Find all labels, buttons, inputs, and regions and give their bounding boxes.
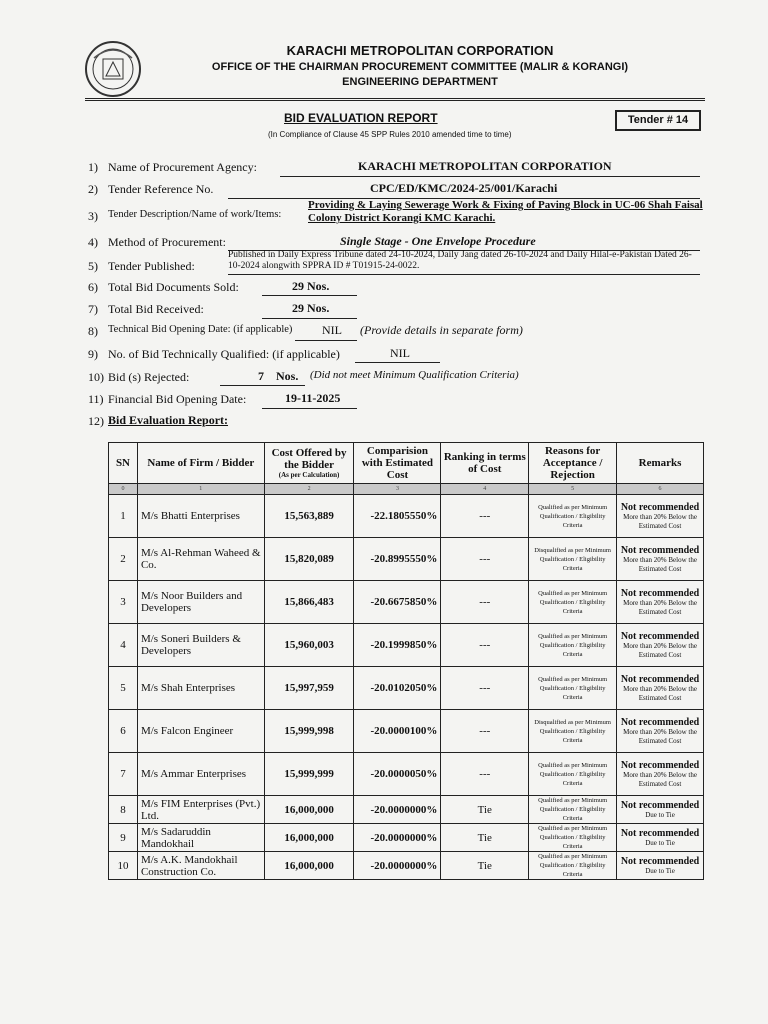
bid-documents-sold: 29 Nos. <box>292 279 330 293</box>
bidder-name: M/s Falcon Engineer <box>137 710 264 753</box>
header-divider-2 <box>85 100 705 101</box>
field-1-underline <box>280 176 700 177</box>
field-1-label: Name of Procurement Agency: <box>108 160 257 174</box>
comparison-percent: -20.0000000% <box>354 796 441 824</box>
comparison-percent: -20.0000050% <box>354 753 441 796</box>
remark-detail: More than 20% Below the Estimated Cost <box>623 641 697 659</box>
remark-title: Not recommended <box>620 855 700 867</box>
field-1-number: 1) <box>88 160 98 174</box>
comparison-percent: -20.0000100% <box>354 710 441 753</box>
table-row <box>109 624 704 667</box>
comparison-percent: -20.0102050% <box>354 667 441 710</box>
total-bid-received: 29 Nos. <box>292 301 330 315</box>
office-name: OFFICE OF THE CHAIRMAN PROCUREMENT COMMITTEE (MALIR & KORANGI) <box>211 61 629 73</box>
remarks-cell <box>617 852 704 880</box>
row-sn: 3 <box>109 581 138 624</box>
remark-title: Not recommended <box>620 630 700 642</box>
col-index: 3 <box>354 484 441 495</box>
bidder-name: M/s Ammar Enterprises <box>137 753 264 796</box>
row-sn: 9 <box>109 824 138 852</box>
table-row <box>109 796 704 824</box>
field-10-underline <box>220 385 305 386</box>
remark-detail: More than 20% Below the Estimated Cost <box>623 727 697 745</box>
comparison-percent: -20.0000000% <box>354 852 441 880</box>
bidder-name: M/s Al-Rehman Waheed & Co. <box>137 538 264 581</box>
cost-offered: 15,563,889 <box>264 495 354 538</box>
field-6-label: Total Bid Documents Sold: <box>108 280 239 294</box>
remarks-cell <box>617 495 704 538</box>
cost-offered: 15,866,483 <box>264 581 354 624</box>
cost-offered: 16,000,000 <box>264 852 354 880</box>
field-11-number: 11) <box>88 392 104 406</box>
bidder-name: M/s Sadaruddin Mandokhail <box>137 824 264 852</box>
row-sn: 10 <box>109 852 138 880</box>
field-5-label: Tender Published: <box>108 259 195 273</box>
field-7-underline <box>262 318 357 319</box>
rejection-reason: Disqualified as per Minimum Qualification / Eligibility Criteria <box>529 538 617 581</box>
remark-detail: More than 20% Below the Estimated Cost <box>623 555 697 573</box>
col-index: 2 <box>264 484 354 495</box>
table-row <box>109 753 704 796</box>
col-header-name: Name of Firm / Bidder <box>137 443 264 484</box>
cost-offered: 15,999,999 <box>264 753 354 796</box>
row-sn: 4 <box>109 624 138 667</box>
remarks-cell <box>617 667 704 710</box>
remarks-cell <box>617 824 704 852</box>
remarks-cell <box>617 753 704 796</box>
field-6-underline <box>262 295 357 296</box>
technical-opening-date: NIL <box>322 323 342 337</box>
remark-title: Not recommended <box>620 759 700 771</box>
field-2-number: 2) <box>88 182 98 196</box>
compliance-note: (In Compliance of Clause 45 SPP Rules 2010 amended time to time) <box>268 130 512 139</box>
col-header-reasons: Reasons for Acceptance / Rejection <box>529 443 617 484</box>
field-7-number: 7) <box>88 302 98 316</box>
technical-opening-note: (Provide details in separate form) <box>360 323 523 337</box>
field-3-number: 3) <box>88 209 98 223</box>
field-12-number: 12) <box>88 414 104 428</box>
rejection-reason: Qualified as per Minimum Qualification / Eligibility Criteria <box>529 796 617 824</box>
rejection-reason: Disqualified as per Minimum Qualification / Eligibility Criteria <box>529 710 617 753</box>
field-10-number: 10) <box>88 370 104 384</box>
col-index: 4 <box>441 484 529 495</box>
remarks-cell <box>617 538 704 581</box>
bidder-name: M/s A.K. Mandokhail Construction Co. <box>137 852 264 880</box>
row-sn: 2 <box>109 538 138 581</box>
field-4-number: 4) <box>88 235 98 249</box>
field-9-number: 9) <box>88 347 98 361</box>
procurement-method: Single Stage - One Envelope Procedure <box>340 234 536 248</box>
bid-evaluation-table <box>108 442 704 880</box>
field-4-label: Method of Procurement: <box>108 235 226 249</box>
remarks-cell <box>617 796 704 824</box>
bidder-name: M/s Soneri Builders & Developers <box>137 624 264 667</box>
remark-title: Not recommended <box>620 544 700 556</box>
field-9-label: No. of Bid Technically Qualified: (if applicable) <box>108 347 340 361</box>
field-8-label: Technical Bid Opening Date: (if applicable) <box>108 324 293 335</box>
agency-name: KARACHI METROPOLITAN CORPORATION <box>358 159 612 173</box>
ranking: Tie <box>441 824 529 852</box>
ranking: --- <box>441 710 529 753</box>
remark-title: Not recommended <box>620 501 700 513</box>
field-11-label: Financial Bid Opening Date: <box>108 392 247 406</box>
field-7-label: Total Bid Received: <box>108 302 204 316</box>
bidder-name: M/s Bhatti Enterprises <box>137 495 264 538</box>
org-name: KARACHI METROPOLITAN CORPORATION <box>286 43 554 58</box>
col-header-cost-sub: (As per Calculation) <box>278 471 340 479</box>
bids-rejected-note: (Did not meet Minimum Qualification Criteria) <box>310 369 519 381</box>
remark-detail: More than 20% Below the Estimated Cost <box>623 684 697 702</box>
col-index: 6 <box>617 484 704 495</box>
field-5-underline <box>228 274 700 275</box>
field-9-underline <box>355 362 440 363</box>
rejection-reason: Qualified as per Minimum Qualification / Eligibility Criteria <box>529 624 617 667</box>
rejection-reason: Qualified as per Minimum Qualification / Eligibility Criteria <box>529 753 617 796</box>
tender-published-details: Published in Daily Express Tribune dated 24-10-2024, Daily Jang dated 26-10-2024 and Daily Hilal-e-Pakistan Dated 26-10-2024 alongwith SPPRA ID # T01915-24-0022. <box>228 250 692 271</box>
technically-qualified-bids: NIL <box>390 346 410 360</box>
row-sn: 7 <box>109 753 138 796</box>
col-header-comparison: Comparision with Estimated Cost <box>354 443 441 484</box>
col-header-cost <box>264 443 354 484</box>
remark-title: Not recommended <box>620 587 700 599</box>
remark-detail: More than 20% Below the Estimated Cost <box>623 770 697 788</box>
department-name: ENGINEERING DEPARTMENT <box>342 76 498 88</box>
cost-offered: 15,997,959 <box>264 667 354 710</box>
cost-offered: 15,960,003 <box>264 624 354 667</box>
field-6-number: 6) <box>88 280 98 294</box>
financial-opening-date: 19-11-2025 <box>285 391 341 405</box>
rejection-reason: Qualified as per Minimum Qualification / Eligibility Criteria <box>529 824 617 852</box>
header-divider <box>85 98 705 99</box>
col-header-ranking: Ranking in terms of Cost <box>441 443 529 484</box>
bidder-name: M/s Noor Builders and Developers <box>137 581 264 624</box>
col-header-sn: SN <box>109 443 138 484</box>
remark-detail: More than 20% Below the Estimated Cost <box>623 598 697 616</box>
col-header-cost-label: Cost Offered by the Bidder <box>271 447 347 471</box>
rejection-reason: Qualified as per Minimum Qualification / Eligibility Criteria <box>529 852 617 880</box>
tender-number-box: Tender # 14 <box>615 110 701 131</box>
col-index: 1 <box>137 484 264 495</box>
ranking: --- <box>441 624 529 667</box>
remark-title: Not recommended <box>620 827 700 839</box>
ranking: --- <box>441 581 529 624</box>
table-row <box>109 667 704 710</box>
ranking: Tie <box>441 796 529 824</box>
row-sn: 8 <box>109 796 138 824</box>
field-10-label: Bid (s) Rejected: <box>108 370 190 384</box>
comparison-percent: -20.1999850% <box>354 624 441 667</box>
remarks-cell <box>617 624 704 667</box>
rejection-reason: Qualified as per Minimum Qualification / Eligibility Criteria <box>529 667 617 710</box>
ranking: --- <box>441 667 529 710</box>
remark-detail: More than 20% Below the Estimated Cost <box>623 512 697 530</box>
bids-rejected-unit: Nos. <box>276 369 299 383</box>
table-row <box>109 581 704 624</box>
remark-detail: Due to Tie <box>645 810 675 819</box>
remark-detail: Due to Tie <box>645 866 675 875</box>
column-index-row <box>109 484 704 495</box>
cost-offered: 15,999,998 <box>264 710 354 753</box>
tender-reference: CPC/ED/KMC/2024-25/001/Karachi <box>370 181 558 195</box>
remark-detail: Due to Tie <box>645 838 675 847</box>
col-index: 5 <box>529 484 617 495</box>
field-2-label: Tender Reference No. <box>108 182 214 196</box>
field-5-number: 5) <box>88 259 98 273</box>
bids-rejected-count: 7 <box>258 369 264 383</box>
remark-title: Not recommended <box>620 716 700 728</box>
report-title: BID EVALUATION REPORT <box>284 111 438 125</box>
remark-title: Not recommended <box>620 673 700 685</box>
bid-evaluation-heading: Bid Evaluation Report: <box>108 413 229 427</box>
field-3-label: Tender Description/Name of work/Items: <box>108 209 282 220</box>
cost-offered: 16,000,000 <box>264 824 354 852</box>
cost-offered: 16,000,000 <box>264 796 354 824</box>
kmc-seal-logo <box>84 40 142 98</box>
ranking: Tie <box>441 852 529 880</box>
row-sn: 1 <box>109 495 138 538</box>
rejection-reason: Qualified as per Minimum Qualification / Eligibility Criteria <box>529 581 617 624</box>
field-8-underline <box>295 340 357 341</box>
table-row <box>109 710 704 753</box>
table-row <box>109 824 704 852</box>
row-sn: 6 <box>109 710 138 753</box>
col-header-remarks: Remarks <box>617 443 704 484</box>
ranking: --- <box>441 538 529 581</box>
comparison-percent: -20.6675850% <box>354 581 441 624</box>
field-8-number: 8) <box>88 324 98 338</box>
bidder-name: M/s FIM Enterprises (Pvt.) Ltd. <box>137 796 264 824</box>
ranking: --- <box>441 753 529 796</box>
comparison-percent: -20.8995550% <box>354 538 441 581</box>
field-11-underline <box>262 408 357 409</box>
table-row <box>109 495 704 538</box>
remarks-cell <box>617 710 704 753</box>
remark-title: Not recommended <box>620 799 700 811</box>
bidder-name: M/s Shah Enterprises <box>137 667 264 710</box>
ranking: --- <box>441 495 529 538</box>
tender-description: Providing & Laying Sewerage Work & Fixing of Paving Block in UC-06 Shah Faisal Colony District Korangi KMC Karachi. <box>308 199 703 224</box>
table-row <box>109 538 704 581</box>
comparison-percent: -20.0000000% <box>354 824 441 852</box>
remarks-cell <box>617 581 704 624</box>
row-sn: 5 <box>109 667 138 710</box>
comparison-percent: -22.1805550% <box>354 495 441 538</box>
rejection-reason: Qualified as per Minimum Qualification / Eligibility Criteria <box>529 495 617 538</box>
cost-offered: 15,820,089 <box>264 538 354 581</box>
col-index: 0 <box>109 484 138 495</box>
table-row <box>109 852 704 880</box>
table-header-row <box>109 443 704 484</box>
